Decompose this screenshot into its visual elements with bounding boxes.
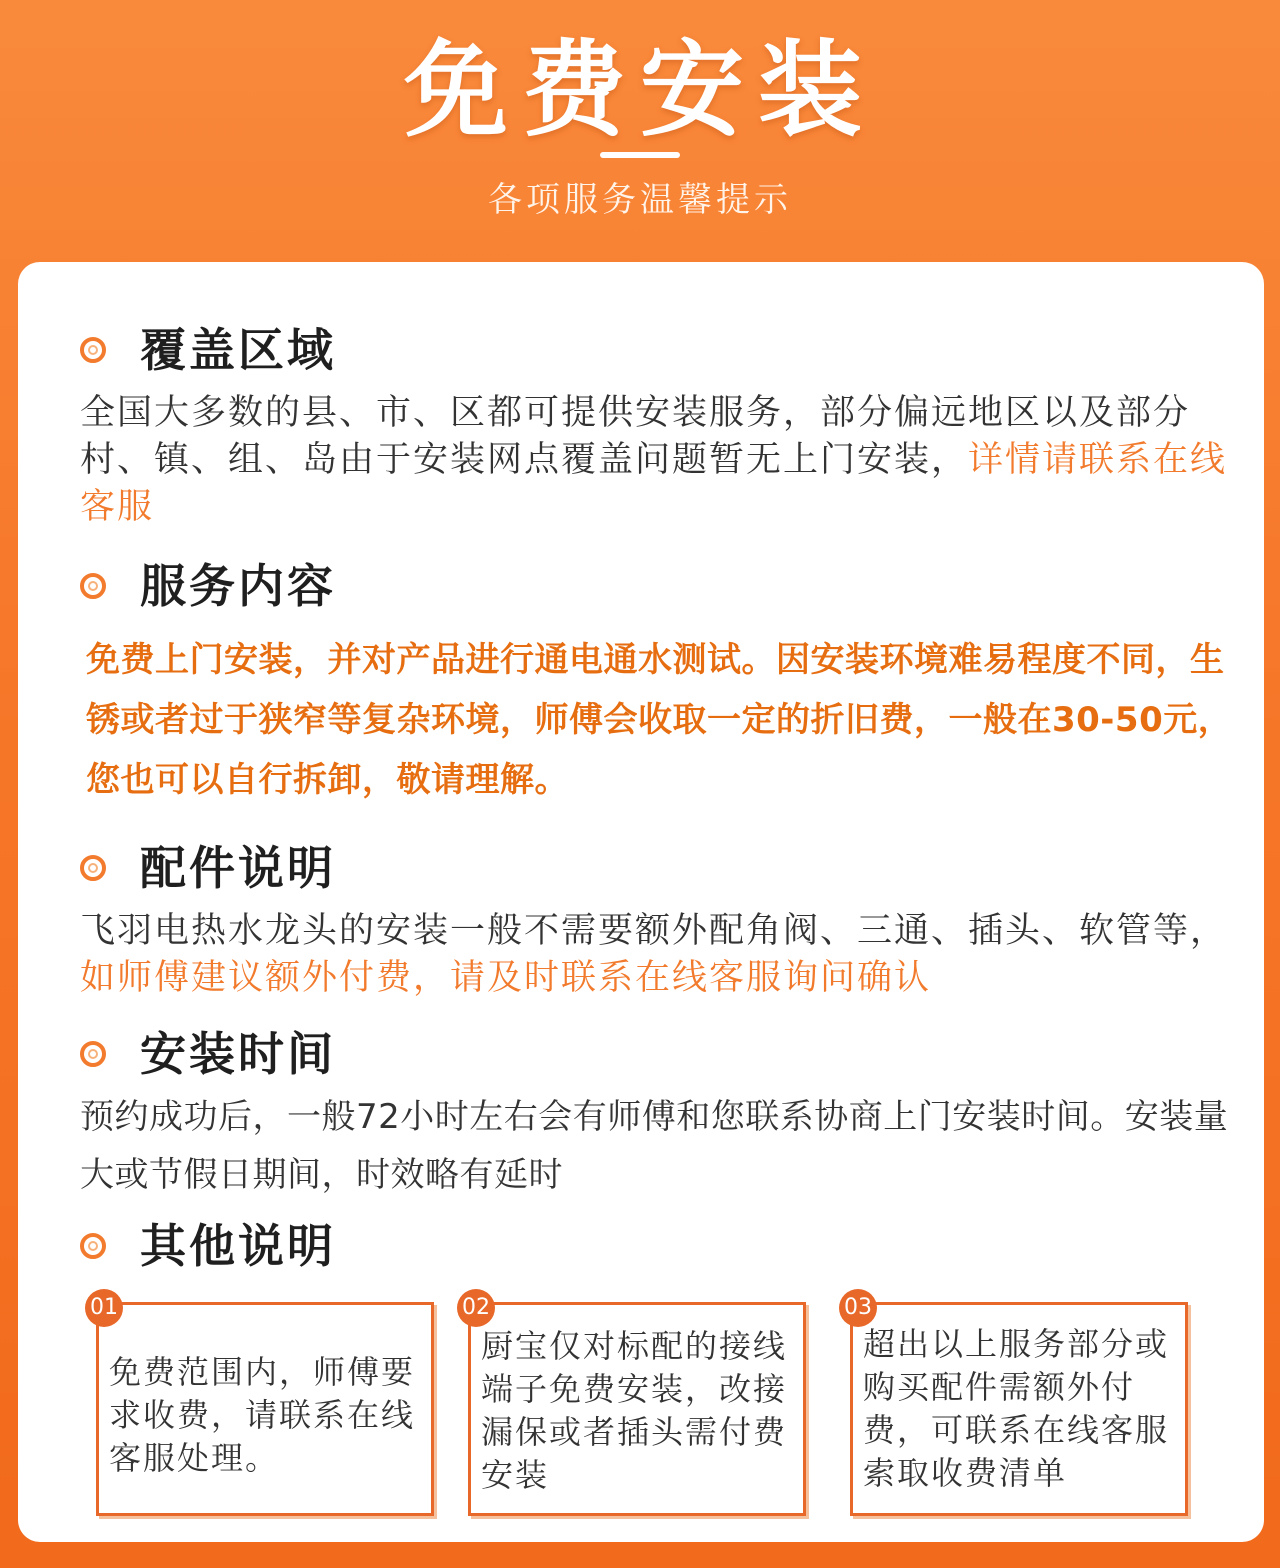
note-card-02 [462,1295,806,1516]
note-number-badge: 03 [839,1289,877,1327]
section-service-text: 免费上门安装，并对产品进行通电通水测试。因安装环境难易程度不同，生锈或者过于狭窄等复杂环境，师傅会收取一定的折旧费，一般在30-50元，您也可以自行拆卸，敬请理解。 [86,640,1233,800]
note-text: 厨宝仅对标配的接线端子免费安装，改接漏保或者插头需付费安装 [481,1327,788,1494]
section-service-header [80,558,336,614]
section-coverage-header [80,322,336,378]
section-time-header [80,1026,336,1082]
note-number-badge: 02 [457,1289,495,1327]
ring-bullet-icon [80,1041,106,1067]
section-service-title: 服务内容 [140,559,336,613]
header [0,0,1280,260]
section-other-title: 其他说明 [140,1219,336,1273]
ring-bullet-icon [80,1233,106,1259]
parts-highlight: 如师傅建议额外付费，请及时联系在线客服询问确认 [80,958,932,998]
section-parts-header [80,840,336,896]
parts-body: 飞羽电热水龙头的安装一般不需要额外配角阀、三通、插头、软管等， [80,911,1228,951]
note-text: 免费范围内，师傅要求收费，请联系在线客服处理。 [109,1353,416,1477]
section-coverage-title: 覆盖区域 [140,323,336,377]
page-subtitle: 各项服务温馨提示 [488,180,792,220]
info-card [18,262,1264,1542]
note-card-01 [90,1295,434,1516]
note-text: 超出以上服务部分或购买配件需额外付费，可联系在线客服索取收费清单 [863,1325,1170,1492]
section-parts-title: 配件说明 [140,841,336,895]
ring-bullet-icon [80,573,106,599]
ring-bullet-icon [80,337,106,363]
note-card-03 [844,1295,1188,1516]
coverage-body: 全国大多数的县、市、区都可提供安装服务，部分偏远地区以及部分村、镇、组、岛由于安装网点覆盖问题暂无上门安装， [80,393,1191,480]
title-divider [600,152,680,158]
section-other-header [80,1218,336,1274]
section-coverage-text [80,390,1230,531]
coverage-highlight: 详情请联系在线客服 [80,440,1228,527]
page-title: 免费安装 [403,29,876,151]
section-parts-text [80,908,1230,1002]
ring-bullet-icon [80,855,106,881]
section-time-title: 安装时间 [140,1027,336,1081]
section-time-text: 预约成功后，一般72小时左右会有师傅和您联系协商上门安装时间。安装量大或节假日期间，时效略有延时 [80,1097,1229,1195]
note-number-badge: 01 [85,1289,123,1327]
